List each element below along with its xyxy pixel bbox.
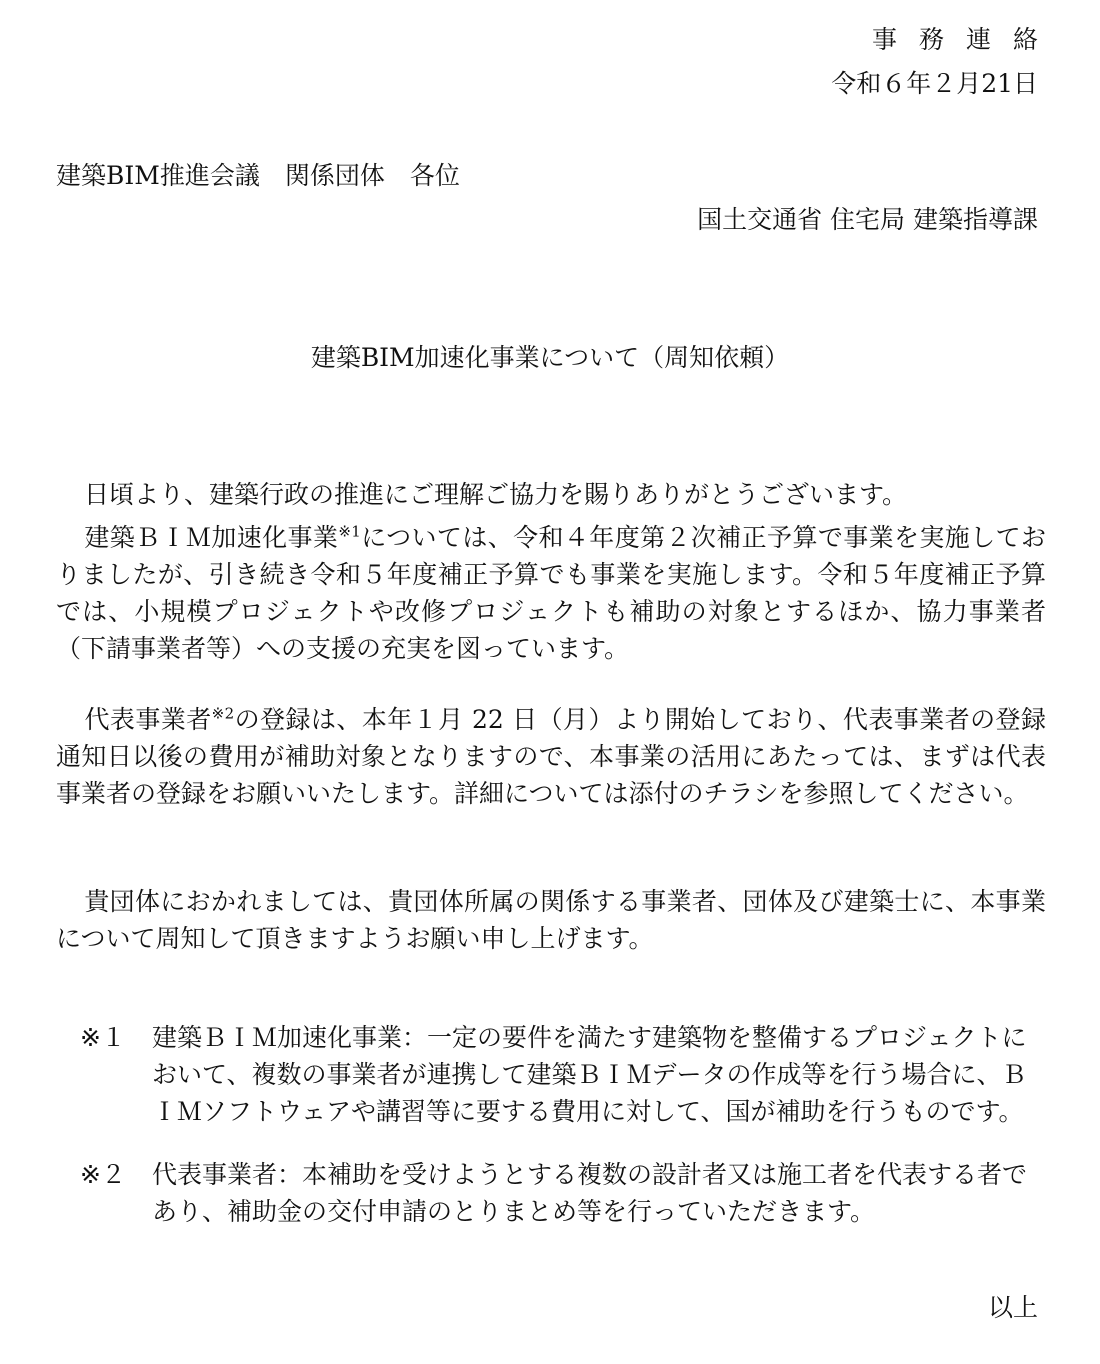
sender: 国土交通省 住宅局 建築指導課 [697, 205, 1038, 234]
footnote-2-mark: ※２ [80, 1160, 126, 1189]
addressee: 建築BIM推進会議 関係団体 各位 [56, 161, 460, 190]
body-paragraph-4: 貴団体におかれましては、貴団体所属の関係する事業者、団体及び建築士に、本事業について周知して頂きますようお願い申し上げます。 [56, 887, 1046, 953]
issue-date: 令和６年２月21日 [831, 69, 1038, 98]
footnote-ref-1: ※1 [338, 522, 361, 541]
document-type: 事務連絡 [871, 25, 1060, 54]
body-paragraph-1: 日頃より、建築行政の推進にご理解ご協力を賜りありがとうございます。 [84, 480, 908, 509]
footnote-2 [80, 1156, 1046, 1230]
footnote-ref-2: ※2 [211, 704, 235, 723]
body-paragraph-2: 建築ＢＩＭ加速化事業$^{※1}$については、令和４年度第２次補正予算で事業を実施しておりましたが、引き続き令和５年度補正予算でも事業を実施します。令和５年度補正予算では、小規模プロジェクトや改修プロジェクトも補助の対象とするほか、協力事業者（下請事業者等）への支援の充実を図っています。 [56, 522, 1046, 663]
document-title: 建築BIM加速化事業について（周知依頼） [310, 343, 790, 372]
footnote-1-text: 建築ＢＩＭ加速化事業：一定の要件を満たす建築物を整備するプロジェクトにおいて、複数の事業者が連携して建築ＢＩＭデータの作成等を行う場合に、ＢＩＭソフトウェアや講習等に要する費用に対して、国が補助を行うものです。 [152, 1023, 1027, 1126]
footnote-1-mark: ※１ [80, 1023, 126, 1052]
footnote-1 [80, 1019, 1046, 1130]
body-paragraph-3: 代表事業者$^{※2}$の登録は、本年１月 22 日（月）より開始しており、代表事業者の登録通知日以後の費用が補助対象となりますので、本事業の活用にあたっては、まずは代表事業者の登録をお願いいたします。詳細については添付のチラシを参照してください。 [56, 704, 1046, 808]
closing-mark: 以上 [987, 1293, 1038, 1322]
footnote-2-text: 代表事業者：本補助を受けようとする複数の設計者又は施工者を代表する者であり、補助金の交付申請のとりまとめ等を行っていただきます。 [152, 1160, 1028, 1226]
